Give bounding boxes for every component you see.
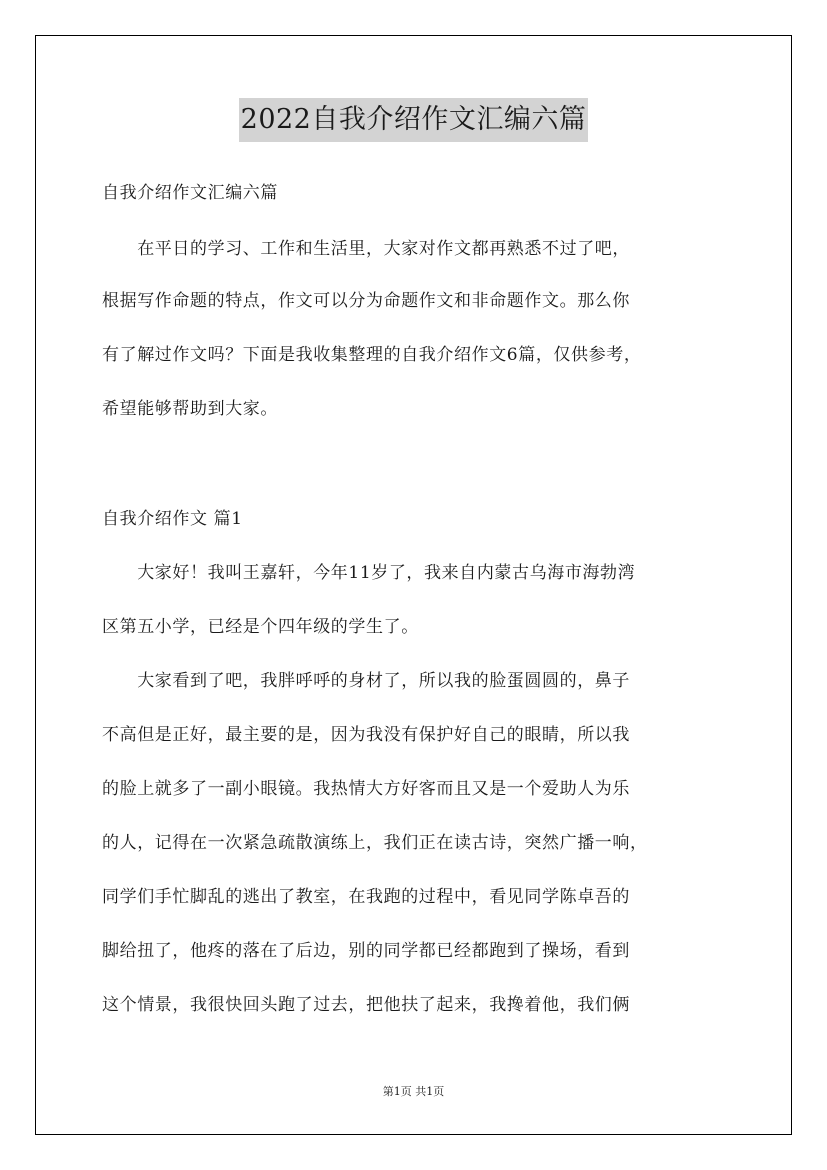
text-line: 希望能够帮助到大家。 bbox=[102, 399, 278, 419]
text-line: 自我介绍作文汇编六篇 bbox=[102, 183, 278, 203]
text-line: 大家看到了吧，我胖呼呼的身材了，所以我的脸蛋圆圆的，鼻子 bbox=[102, 671, 630, 691]
text-line: 脚给扭了，他疼的落在了后边，别的同学都已经都跑到了操场，看到 bbox=[102, 941, 630, 961]
section-heading: 自我介绍作文 篇1 bbox=[102, 509, 243, 529]
page-footer: 第1页 共1页 bbox=[382, 1085, 445, 1098]
text-line: 的脸上就多了一副小眼镜。我热情大方好客而且又是一个爱助人为乐 bbox=[102, 779, 630, 799]
text-line: 根据写作命题的特点，作文可以分为命题作文和非命题作文。那么你 bbox=[102, 291, 630, 311]
text-line: 大家好！我叫王嘉轩，今年11岁了，我来自内蒙古乌海市海勃湾 bbox=[102, 563, 636, 583]
text-line: 在平日的学习、工作和生活里，大家对作文都再熟悉不过了吧， bbox=[102, 239, 630, 259]
text-line: 有了解过作文吗？下面是我收集整理的自我介绍作文6篇，仅供参考， bbox=[102, 345, 642, 365]
document-title: 2022自我介绍作文汇编六篇 bbox=[239, 98, 589, 142]
title-container bbox=[0, 98, 827, 142]
text-line: 的人，记得在一次紧急疏散演练上，我们正在读古诗，突然广播一响， bbox=[102, 833, 648, 853]
text-line: 这个情景，我很快回头跑了过去，把他扶了起来，我搀着他，我们俩 bbox=[102, 995, 630, 1015]
text-line: 同学们手忙脚乱的逃出了教室，在我跑的过程中，看见同学陈卓吾的 bbox=[102, 887, 630, 907]
text-line: 区第五小学，已经是个四年级的学生了。 bbox=[102, 617, 419, 637]
text-line: 不高但是正好，最主要的是，因为我没有保护好自己的眼睛，所以我 bbox=[102, 725, 630, 745]
